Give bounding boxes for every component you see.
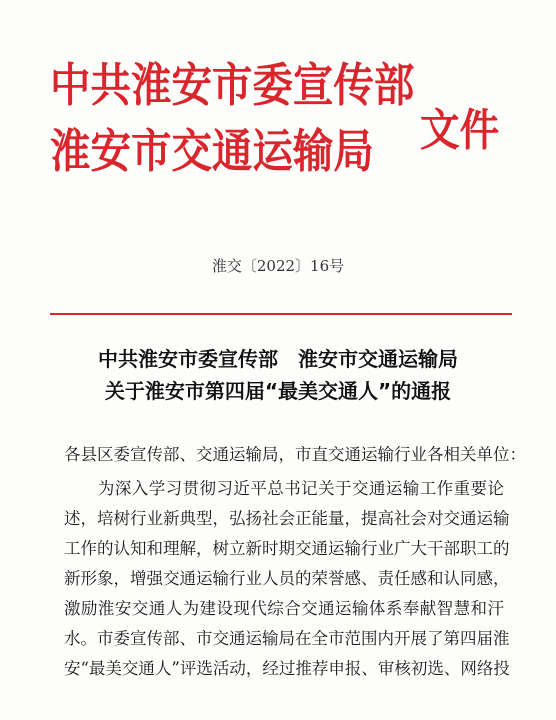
body-line: 述，培树行业新典型，弘扬社会正能量，提高社会对交通运输 bbox=[64, 509, 510, 528]
document-type: 文件 bbox=[420, 105, 500, 156]
notice-title-line-1: 中共淮安市委宣传部 淮安市交通运输局 bbox=[98, 347, 458, 371]
salutation: 各县区委宣传部、交通运输局，市直交通运输行业各相关单位： bbox=[64, 445, 526, 464]
issuer-line-2: 淮安市交通运输局 bbox=[50, 124, 374, 178]
red-divider-rule bbox=[50, 313, 512, 315]
body-line: 水。市委宣传部、市交通运输局在全市范围内开展了第四届淮 bbox=[64, 629, 510, 648]
document-number: 淮交〔2022〕16号 bbox=[211, 257, 345, 275]
body-line: 为深入学习贯彻习近平总书记关于交通运输工作重要论 bbox=[64, 479, 504, 498]
body-line: 工作的认知和理解，树立新时期交通运输行业广大干部职工的 bbox=[64, 539, 510, 558]
issuer-line-1: 中共淮安市委宣传部 bbox=[50, 58, 415, 112]
body-line: 新形象，增强交通运输行业人员的荣誉感、责任感和认同感， bbox=[64, 569, 510, 588]
notice-title-line-2: 关于淮安市第四届“最美交通人”的通报 bbox=[104, 379, 452, 403]
body-line: 安“最美交通人”评选活动，经过推荐申报、审核初选、网络投 bbox=[64, 659, 510, 678]
body-line: 激励淮安交通人为建设现代综合交通运输体系奉献智慧和汗 bbox=[64, 599, 504, 618]
